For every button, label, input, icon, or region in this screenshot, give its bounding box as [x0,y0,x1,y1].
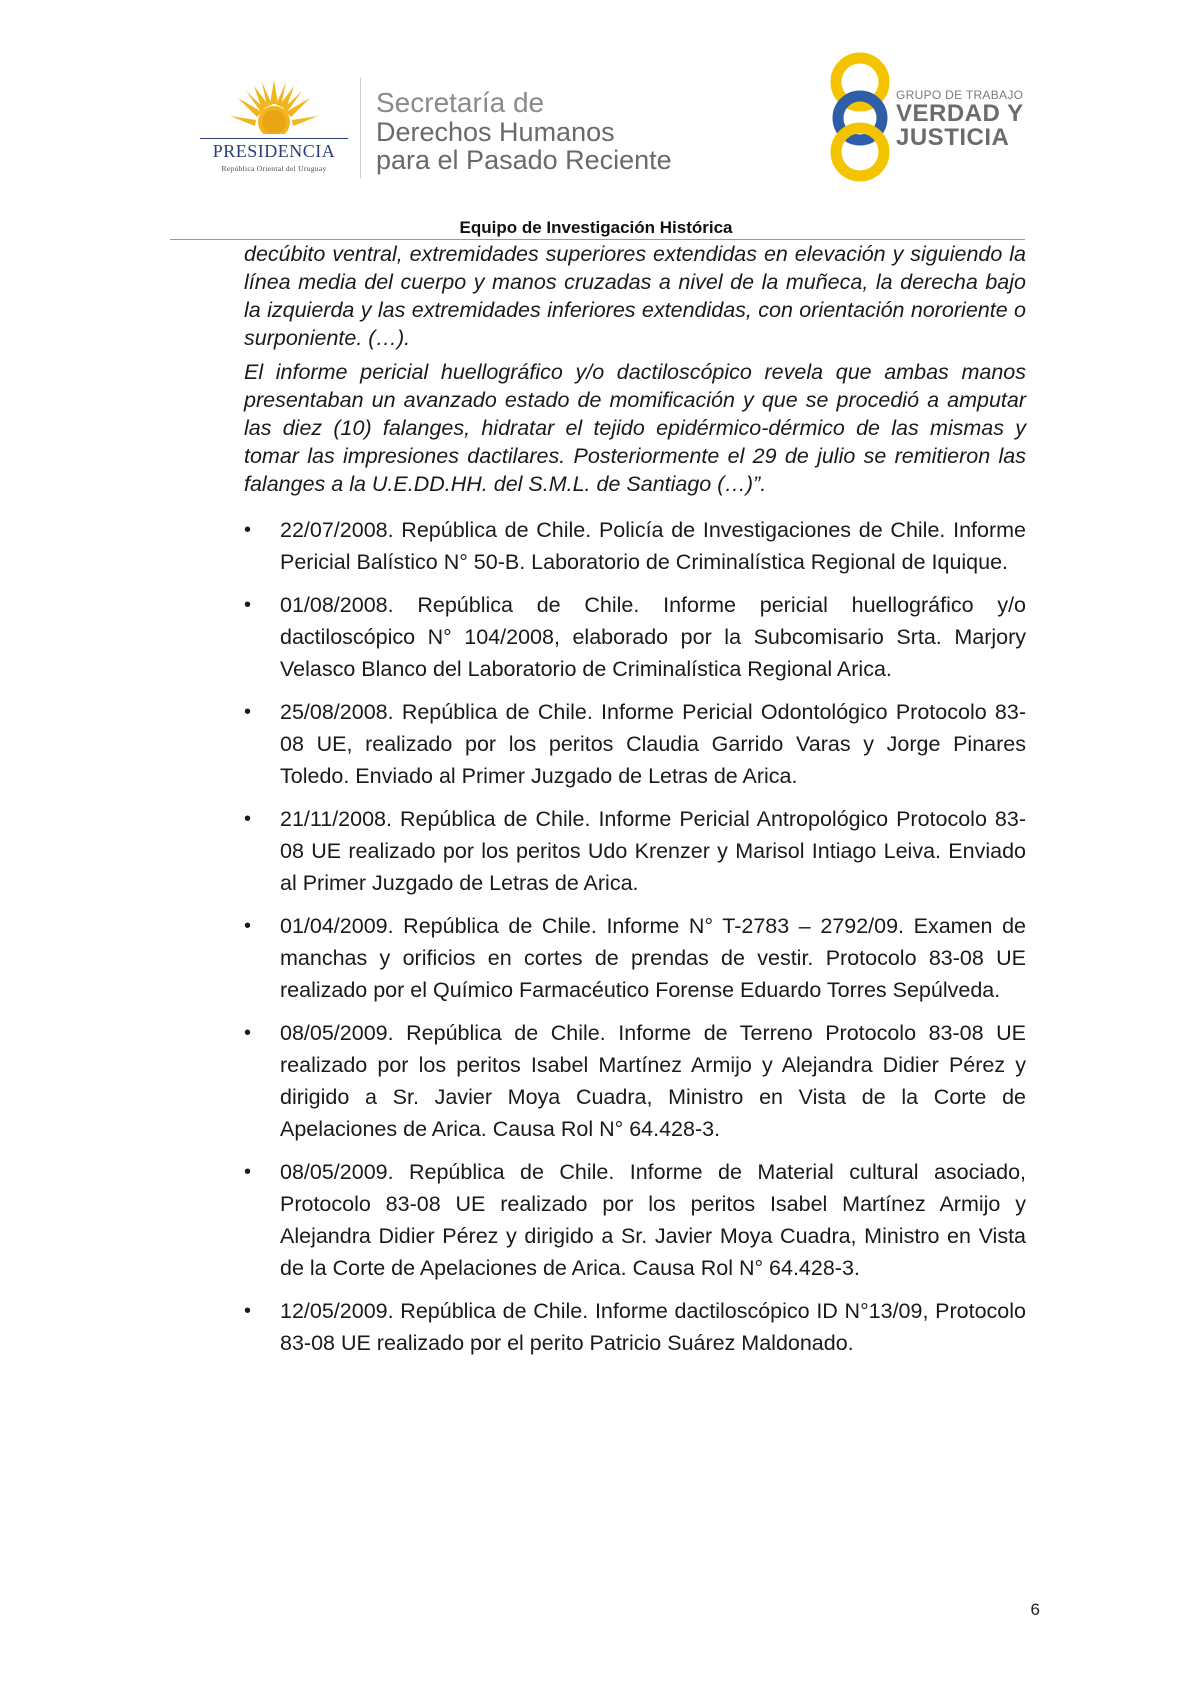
report-list [244,514,1026,1359]
quote-paragraph: decúbito ventral, extremidades superiores extendidas en elevación y siguiendo la línea media del cuerpo y manos cruzadas a nivel de la muñeca, la derecha bajo la izquierda y las extremidades inferiores extendidas, con orientación nororiente o surponiente. (…). [244,242,1026,350]
list-item [244,803,1026,899]
grupo-line-3: JUSTICIA [896,124,1010,151]
presidencia-subtitle: República Oriental del Uruguay [221,164,327,173]
list-item [244,1295,1026,1359]
bullet-icon: • [244,594,252,616]
bullet-icon: • [244,1022,252,1044]
bullet-icon: • [244,1161,252,1183]
grupo-line-1: GRUPO DE TRABAJO [896,88,1024,102]
list-item [244,696,1026,792]
secretaria-logo-text [376,88,716,174]
list-item-text: 01/04/2009. República de Chile. Informe N° T-2783 – 2792/09. Examen de manchas y orificios en cortes de prendas de vestir. Protocolo 83-08 UE realizado por el Químico Farmacéutico Forense Eduardo Torres Sepúlveda. [280,914,1026,1002]
list-item-text: 25/08/2008. República de Chile. Informe Pericial Odontológico Protocolo 83-08 UE, realizado por los peritos Claudia Garrido Varas y Jorge Pinares Toledo. Enviado al Primer Juzgado de Letras de Arica. [280,700,1026,788]
list-item-text: 12/05/2009. República de Chile. Informe dactiloscópico ID N°13/09, Protocolo 83-08 UE realizado por el perito Patricio Suárez Maldonado. [280,1299,1026,1355]
logo-divider [360,78,361,178]
secretaria-line-3: para el Pasado Reciente [376,145,672,175]
list-item [244,514,1026,578]
secretaria-line-2: Derechos Humanos [376,117,615,147]
bullet-icon: • [244,701,252,723]
bullet-icon: • [244,1300,252,1322]
presidencia-name: PRESIDENCIA [212,141,336,161]
secretaria-line-1: Secretaría de [376,87,545,118]
list-item-text: 08/05/2009. República de Chile. Informe de Terreno Protocolo 83-08 UE realizado por los peritos Isabel Martínez Armijo y Alejandra Didier Pérez y dirigido a Sr. Javier Moya Cuadra, Ministro en Vista de la Corte de Apelaciones de Arica. Causa Rol N° 64.428-3. [280,1021,1026,1141]
page-number: 6 [1030,1600,1040,1619]
list-item [244,1017,1026,1145]
list-item-text: 21/11/2008. República de Chile. Informe Pericial Antropológico Protocolo 83-08 UE realizado por los peritos Udo Krenzer y Marisol Intiago Leiva. Enviado al Primer Juzgado de Letras de Arica. [280,807,1026,895]
presidencia-logo [196,78,352,176]
quoted-text [244,240,1026,498]
grupo-line-2: VERDAD Y [896,100,1024,127]
presidencia-rule [200,138,348,139]
document-body [244,240,1026,1370]
bullet-icon: • [244,915,252,937]
list-item-text: 08/05/2009. República de Chile. Informe de Material cultural asociado, Protocolo 83-08 UE realizado por los peritos Isabel Martínez Armijo y Alejandra Didier Pérez y dirigido a Sr. Javier Moya Cuadra, Ministro en Vista de la Corte de Apelaciones de Arica. Causa Rol N° 64.428-3. [280,1160,1026,1280]
list-item-text: 01/08/2008. República de Chile. Informe pericial huellográfico y/o dactiloscópico N° 104/2008, elaborado por la Subcomisario Srta. Marjory Velasco Blanco del Laboratorio de Criminalística Regional Arica. [280,593,1026,681]
grupo-trabajo-logo-text [896,88,1046,150]
list-item [244,1156,1026,1284]
quote-paragraph: El informe pericial huellográfico y/o dactiloscópico revela que ambas manos presentaban un avanzado estado de momificación y que se procedió a amputar las diez (10) falanges, hidratar el tejido epidérmico-dérmico de las mismas y tomar las impresiones dactilares. Posteriormente el 29 de julio se remitieron las falanges a la U.E.DD.HH. del S.M.L. de Santiago (…)”. [244,360,1026,496]
bullet-icon: • [244,519,252,541]
list-item-text: 22/07/2008. República de Chile. Policía de Investigaciones de Chile. Informe Pericial Balístico N° 50-B. Laboratorio de Criminalística Regional de Iquique. [280,518,1026,574]
section-title: Equipo de Investigación Histórica [459,218,733,237]
page-header [0,0,1190,237]
bullet-icon: • [244,808,252,830]
sun-emblem-icon [196,78,352,140]
list-item [244,910,1026,1006]
list-item [244,589,1026,685]
